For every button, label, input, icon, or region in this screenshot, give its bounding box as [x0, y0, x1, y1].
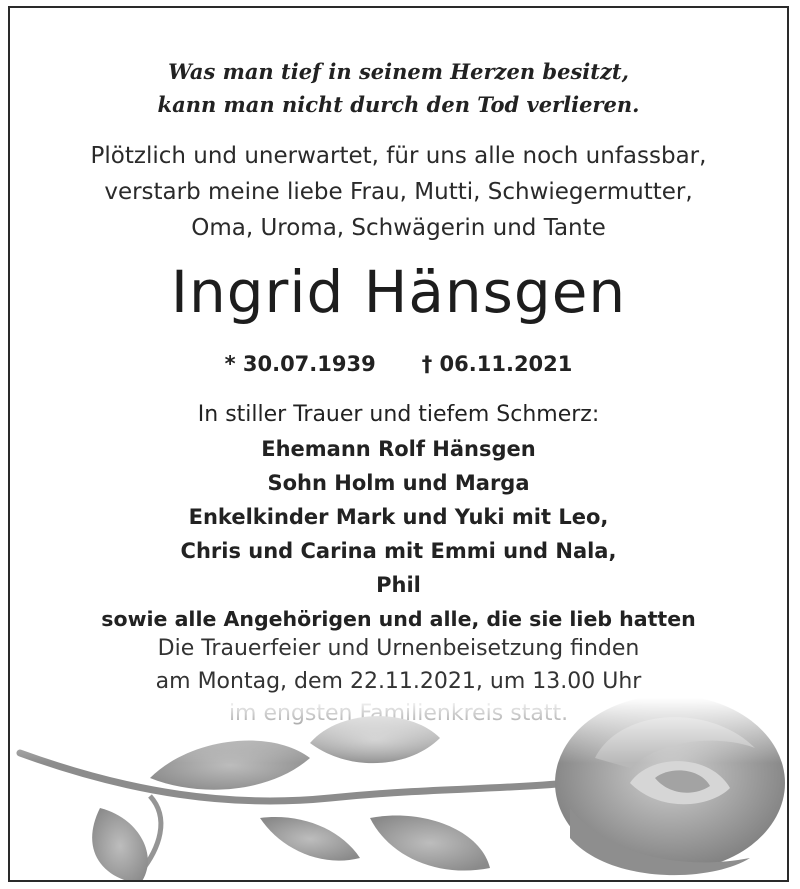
- obituary-frame: [8, 6, 789, 882]
- intro-line-2: verstarb meine liebe Frau, Mutti, Schwiegermutter,: [104, 179, 693, 205]
- deceased-name: Ingrid Hänsgen: [170, 258, 627, 326]
- motto: [10, 55, 787, 121]
- intro-text: [10, 138, 787, 246]
- motto-line-1: Was man tief in seinem Herzen besitzt,: [168, 59, 629, 84]
- mourner-line: sowie alle Angehörigen und alle, die sie lieb hatten: [101, 607, 696, 631]
- intro-line-1: Plötzlich und unerwartet, für uns alle noch unfassbar,: [90, 143, 707, 169]
- mourning-lead: In stiller Trauer und tiefem Schmerz:: [197, 402, 600, 427]
- mourner-line: Ehemann Rolf Hänsgen: [261, 437, 536, 461]
- mourner-line: Sohn Holm und Marga: [267, 471, 530, 495]
- life-dates: [10, 346, 787, 382]
- rose-illustration: [10, 698, 789, 882]
- mourners-list: [10, 398, 787, 636]
- service-line-1: Die Trauerfeier und Urnenbeisetzung finden: [157, 636, 640, 661]
- death-date: † 06.11.2021: [421, 352, 573, 376]
- motto-line-2: kann man nicht durch den Tod verlieren.: [157, 92, 640, 117]
- mourner-line: Enkelkinder Mark und Yuki mit Leo,: [188, 505, 609, 529]
- mourner-line: Chris und Carina mit Emmi und Nala,: [180, 539, 617, 563]
- service-line-2: am Montag, dem 22.11.2021, um 13.00 Uhr: [155, 668, 642, 694]
- intro-line-3: Oma, Uroma, Schwägerin und Tante: [191, 215, 606, 241]
- birth-date: * 30.07.1939: [224, 352, 376, 376]
- mourner-line: Phil: [376, 573, 421, 597]
